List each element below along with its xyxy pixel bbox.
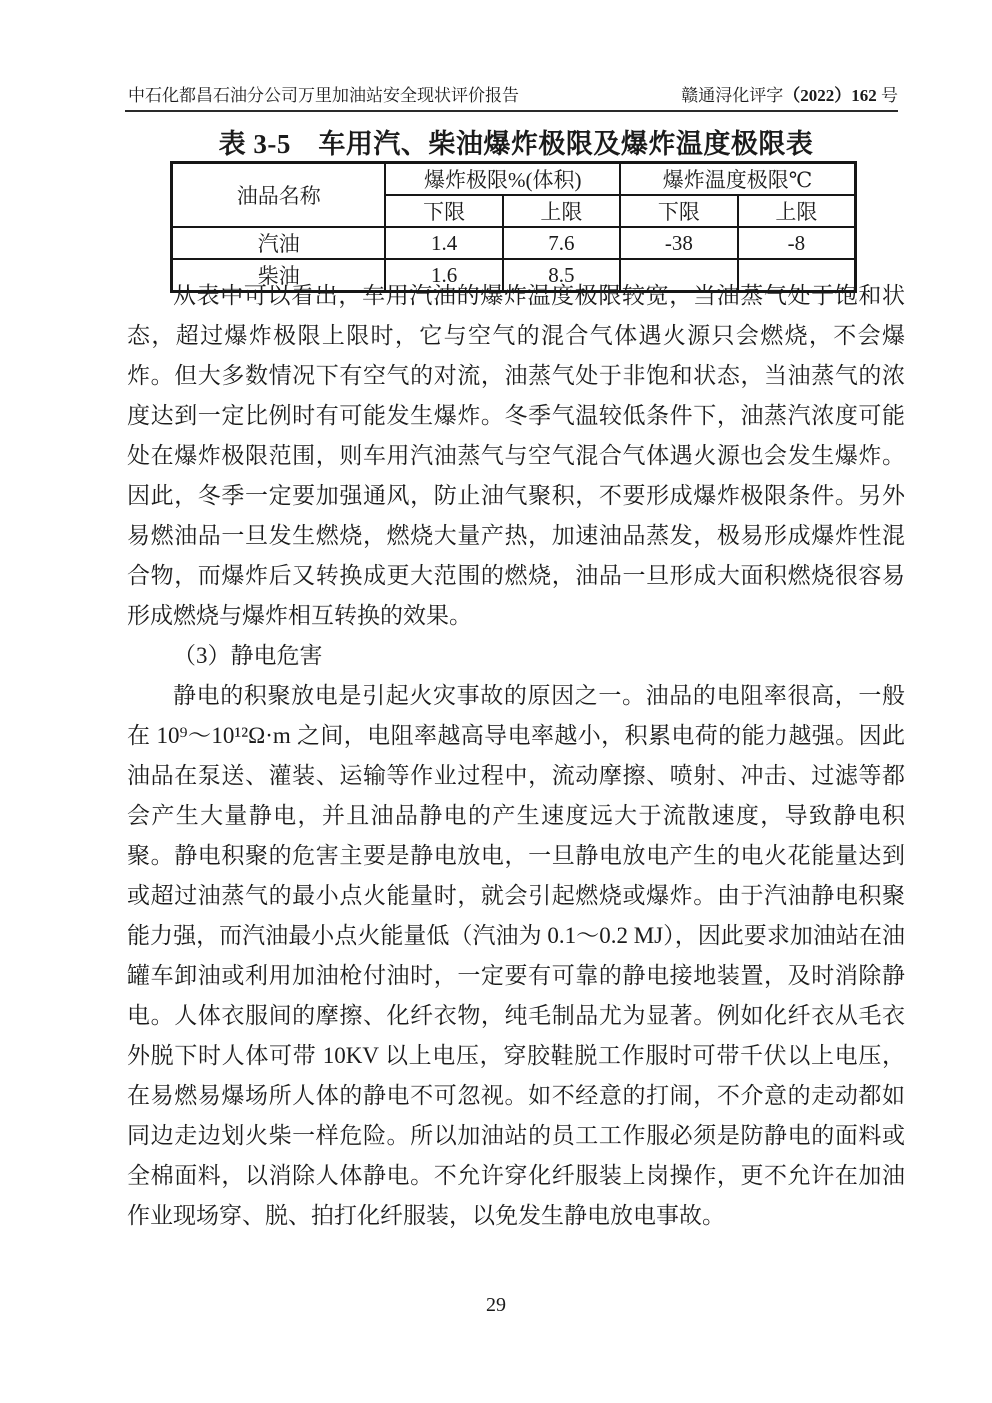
table-subheader-lower-2: 下限 — [620, 195, 738, 227]
page-header — [128, 84, 898, 108]
table-header-temperature-limit: 爆炸温度极限℃ — [620, 163, 855, 196]
reference-prefix: 赣通浔化评字 — [681, 86, 784, 105]
table-row — [172, 227, 856, 259]
page-number: 29 — [486, 1294, 506, 1316]
paragraph-static-hazard: 静电的积聚放电是引起火灾事故的原因之一。油品的电阻率很高，一般在 10⁹～10¹²Ω·m 之间，电阻率越高导电率越小，积累电荷的能力越强。因此油品在泵送、灌装、运输等作业过程中，流动摩擦、喷射、冲击、过滤等都会产生大量静电，并且油品静电的产生速度远大于流散速度，导致静电积聚。静电积聚的危害主要是静电放电，一旦静电放电产生的电火花能量达到或超过油蒸气的最小点火能量时，就会引起燃烧或爆炸。由于汽油静电积聚能力强，而汽油最小点火能量低（汽油为 0.1～0.2 MJ），因此要求加油站在油罐车卸油或利用加油枪付油时，一定要有可靠的静电接地装置，及时消除静电。人体衣服间的摩擦、化纤衣物，纯毛制品尤为显著。例如化纤衣从毛衣外脱下时人体可带 10KV 以上电压，穿胶鞋脱工作服时可带千伏以上电压，在易燃易爆场所人体的静电不可忽视。如不经意的打闹，不介意的走动都如同边走边划火柴一样危险。所以加油站的员工工作服必须是防静电的面料或全棉面料，以消除人体静电。不允许穿化纤服装上岗操作，更不允许在加油作业现场穿、脱、拍打化纤服装，以免发生静电放电事故。 — [127, 683, 905, 1228]
table-subheader-upper-1: 上限 — [503, 195, 620, 227]
reference-number: （2022）162 — [783, 86, 877, 105]
table-cell-value: 1.6 — [385, 259, 502, 292]
table-cell-value: 7.6 — [503, 227, 620, 259]
table-subheader-lower-1: 下限 — [385, 195, 502, 227]
table-cell-product: 柴油 — [172, 259, 386, 292]
header-rule — [125, 110, 898, 112]
table-subheader-upper-2: 上限 — [738, 195, 856, 227]
document-reference — [681, 84, 898, 108]
table-cell-value: 1.4 — [385, 227, 502, 259]
explosion-limits-table — [170, 161, 857, 293]
table-cell-value: -38 — [620, 227, 738, 259]
table-cell-value: 8.5 — [503, 259, 620, 292]
report-title: 中石化都昌石油分公司万里加油站安全现状评价报告 — [128, 86, 519, 105]
subheading-static-hazard: （3）静电危害 — [173, 643, 323, 668]
table-header-explosion-limit: 爆炸极限%(体积) — [385, 163, 620, 196]
body-text — [127, 276, 905, 1236]
table-cell-product: 汽油 — [172, 227, 386, 259]
table-cell-value: -8 — [738, 227, 856, 259]
table-header-product: 油品名称 — [172, 163, 386, 228]
reference-suffix: 号 — [876, 86, 898, 105]
table-caption: 表 3-5 车用汽、柴油爆炸极限及爆炸温度极限表 — [218, 129, 814, 159]
paragraph-explosion-discussion: 从表中可以看出，车用汽油的爆炸温度极限较宽，当油蒸气处于饱和状态，超过爆炸极限上限时，它与空气的混合气体遇火源只会燃烧，不会爆炸。但大多数情况下有空气的对流，油蒸气处于非饱和状态，当油蒸气的浓度达到一定比例时有可能发生爆炸。冬季气温较低条件下，油蒸汽浓度可能处在爆炸极限范围，则车用汽油蒸气与空气混合气体遇火源也会发生爆炸。因此，冬季一定要加强通风，防止油气聚积，不要形成爆炸极限条件。另外易燃油品一旦发生燃烧，燃烧大量产热，加速油品蒸发，极易形成爆炸性混合物，而爆炸后又转换成更大范围的燃烧，油品一旦形成大面积燃烧很容易形成燃烧与爆炸相互转换的效果。 — [127, 283, 905, 628]
